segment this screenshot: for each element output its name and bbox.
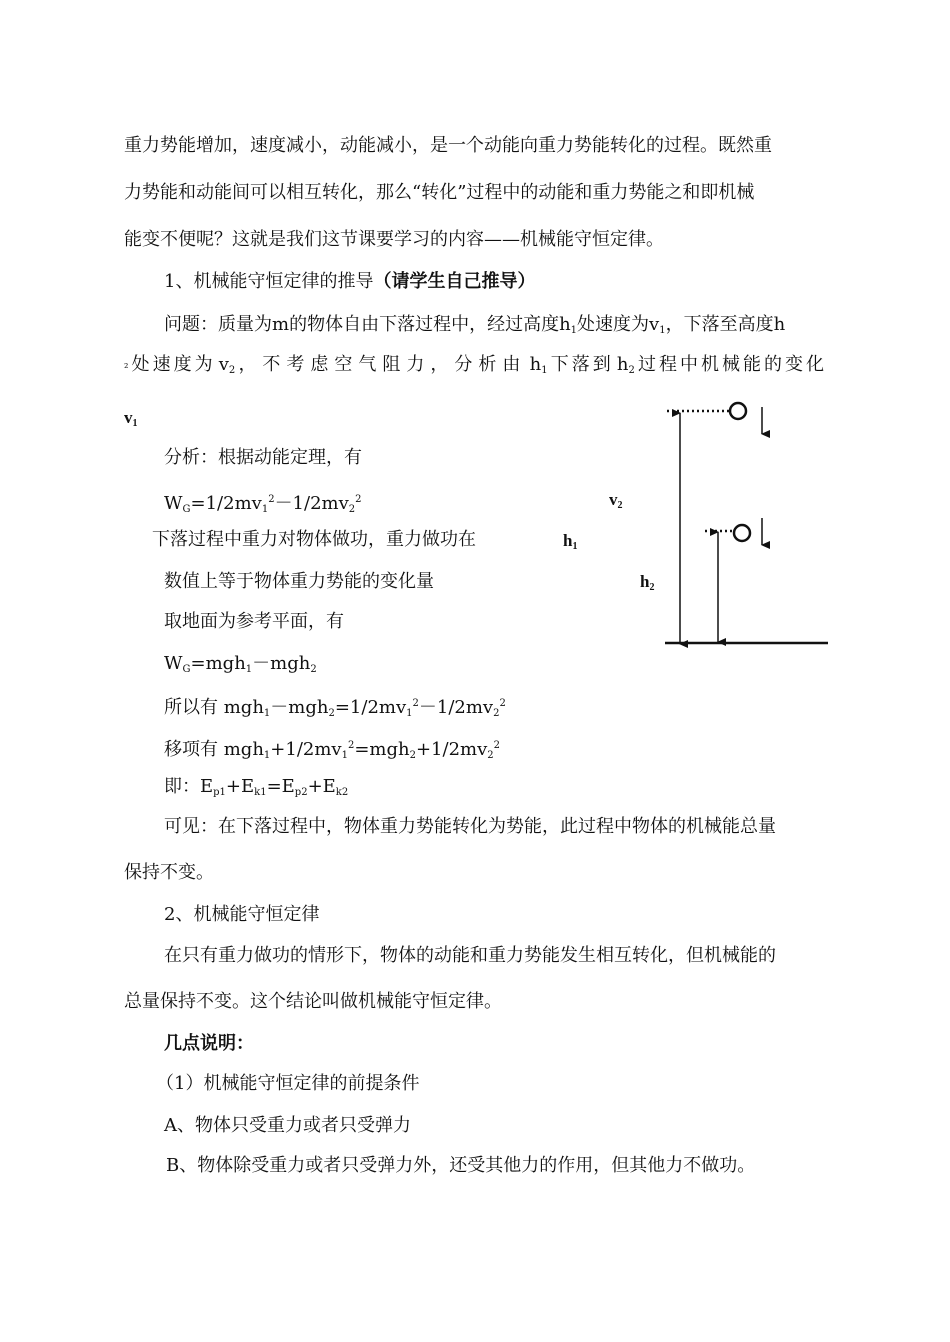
equation-suoyi: 所以有 $mgh_1-mgh_2=1/2mv_1^2-1/2mv_2^2$ bbox=[164, 697, 506, 719]
analysis-line1: 分析：根据动能定理，有 bbox=[164, 447, 362, 468]
ball-lower bbox=[734, 525, 750, 541]
section1-heading-prefix: 1、机械能守恒定律的推导 bbox=[164, 271, 374, 292]
v2-label: $v_2$ bbox=[609, 490, 623, 511]
paragraph1-line3: 能变不便呢？这就是我们这节课要学习的内容——机械能守恒定律。 bbox=[124, 229, 664, 250]
problem-text: 的物体自由下落过程中，经过高度 bbox=[289, 314, 560, 335]
equation-yixiang: 移项有 $mgh_1+1/2mv_1^2=mgh_2+1/2mv_2^2$ bbox=[164, 739, 501, 761]
equation-prefix: 所以有 bbox=[164, 697, 218, 718]
section2-body1: 在只有重力做功的情形下，物体的动能和重力势能发生相互转化，但机械能的 bbox=[164, 945, 776, 966]
problem-text: 下落到 bbox=[550, 354, 614, 375]
equation-prefix: 即： bbox=[164, 776, 200, 797]
problem-text: 处速度为 bbox=[131, 354, 216, 375]
h1-label: $h_1$ bbox=[563, 531, 578, 552]
notes-itemB: B、物体除受重力或者只受弹力外，还受其他力的作用，但其他力不做功。 bbox=[166, 1155, 756, 1176]
analysis-line3: 下落过程中重力对物体做功，重力做功在 bbox=[152, 529, 476, 550]
energy-conservation-equation: 即：$E_{p1}+E_{k1}=E_{p2}+E_{k2}$ bbox=[164, 776, 349, 798]
notes-item1: （1）机械能守恒定律的前提条件 bbox=[156, 1073, 420, 1094]
section2-body2: 总量保持不变。这个结论叫做机械能守恒定律。 bbox=[124, 991, 502, 1012]
problem-line1: 问题：质量为m的物体自由下落过程中，经过高度$h_1$处速度为$v_1$，下落至高度h bbox=[164, 314, 786, 336]
problem-text: 过程中机械能的变化 bbox=[638, 354, 827, 375]
problem-text: 处速度为 bbox=[577, 314, 650, 335]
problem-text: ，下落至高度 bbox=[665, 314, 774, 335]
problem-text: 问题：质量为 bbox=[164, 314, 272, 335]
v1-label: $v_1$ bbox=[124, 408, 138, 429]
problem-text: ，不考虑空气阻力，分析由 bbox=[238, 354, 527, 375]
work-energy-equation: $W_G=1/2mv_1^2-1/2mv_2^2$ bbox=[164, 493, 362, 515]
notes-itemA: A、物体只受重力或者只受弹力 bbox=[164, 1115, 411, 1136]
ball-top bbox=[730, 403, 746, 419]
analysis-line5: 取地面为参考平面，有 bbox=[164, 611, 344, 632]
h2-label: $h_2$ bbox=[640, 572, 655, 593]
conclusion-line1: 可见：在下落过程中，物体重力势能转化为势能，此过程中物体的机械能总量 bbox=[164, 816, 776, 837]
paragraph1-line2: 力势能和动能间可以相互转化，那么“转化”过程中的动能和重力势能之和即机械 bbox=[124, 182, 755, 203]
analysis-line4: 数值上等于物体重力势能的变化量 bbox=[164, 571, 434, 592]
section1-heading-bold: （请学生自己推导） bbox=[373, 271, 536, 292]
paragraph1-line1: 重力势能增加，速度减小，动能减小，是一个动能向重力势能转化的过程。既然重 bbox=[124, 135, 772, 156]
section2-heading: 2、机械能守恒定律 bbox=[164, 904, 320, 925]
mass-symbol: m bbox=[272, 314, 290, 335]
conclusion-line2: 保持不变。 bbox=[124, 862, 214, 883]
problem-line2: ₂ 处速度为 $v_2$ ，不考虑空气阻力，分析由 $h_1$ 下落到 $h_2$ 过程中机械能的变化 bbox=[124, 353, 827, 383]
equation-prefix: 移项有 bbox=[164, 739, 218, 760]
notes-heading: 几点说明： bbox=[164, 1033, 254, 1054]
gravity-work-equation: $W_G=mgh_1-mgh_2$ bbox=[164, 653, 317, 675]
